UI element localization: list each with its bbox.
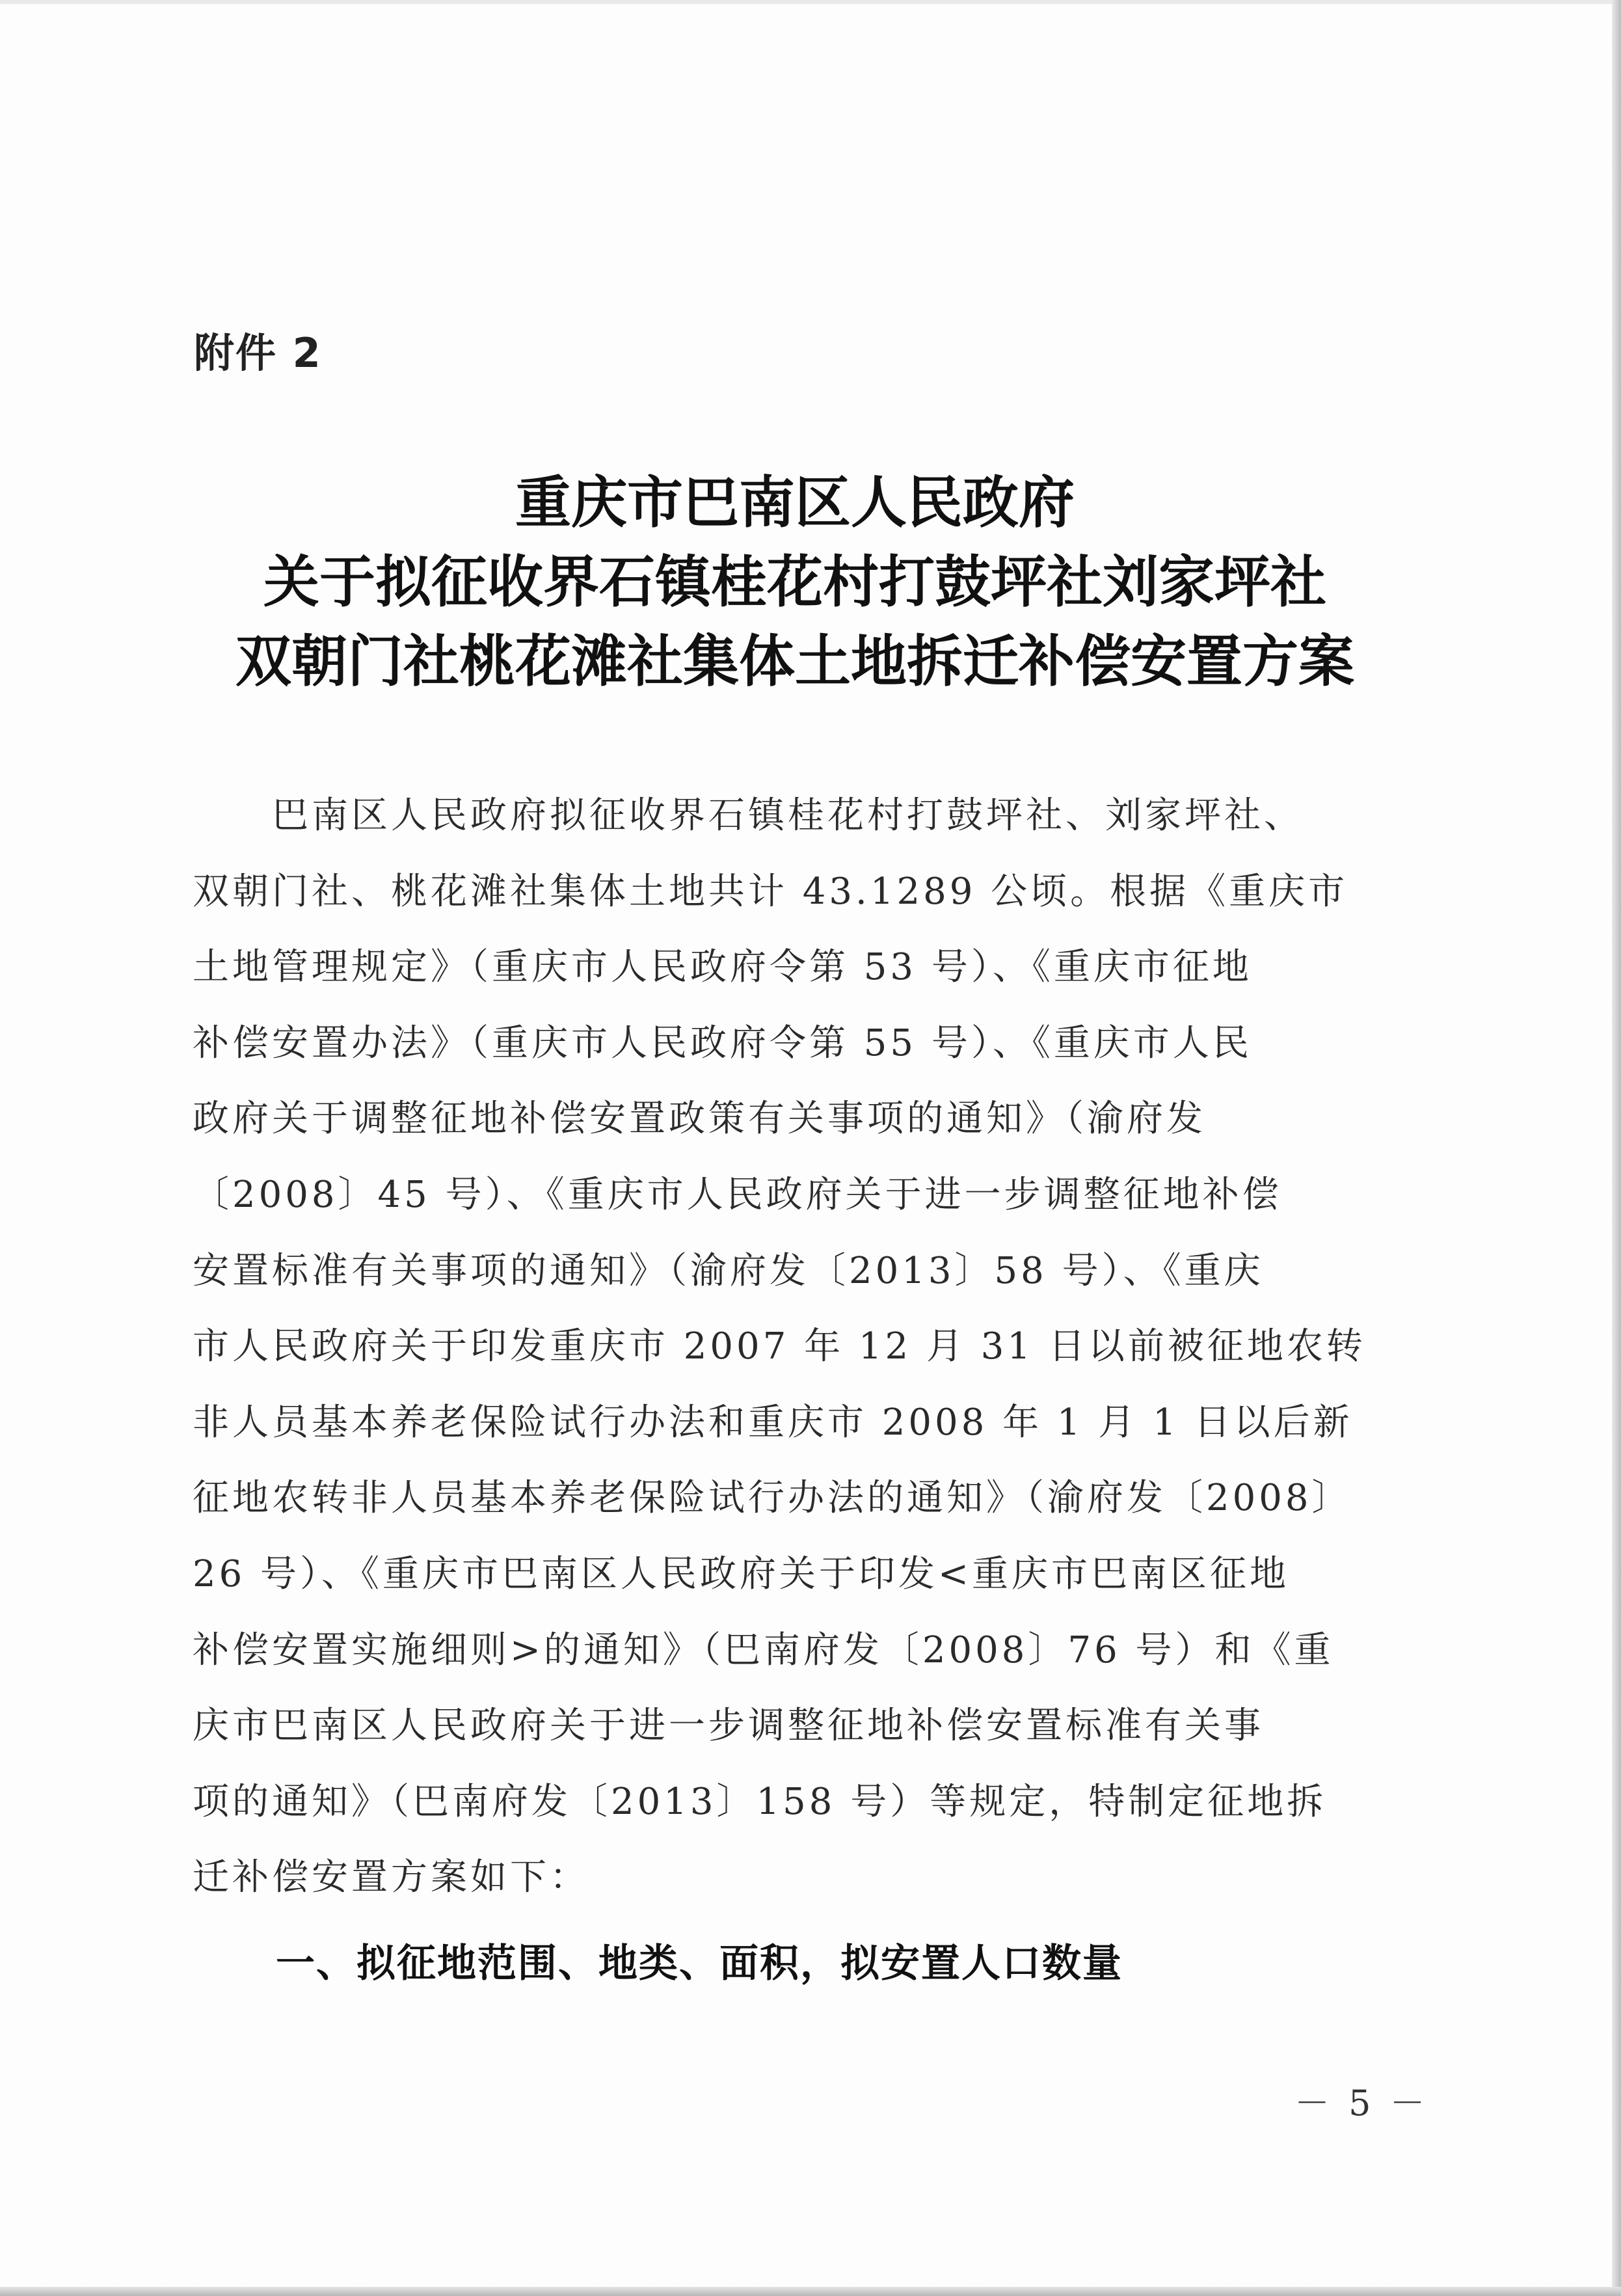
body-line: 迁补偿安置方案如下： xyxy=(193,1856,589,1899)
scan-edge-top xyxy=(0,0,1621,4)
body-line: 非人员基本养老保险试行办法和重庆市 2008 年 1 月 1 日以后新 xyxy=(193,1401,1353,1444)
title-line: 双朝门社桃花滩社集体土地拆迁补偿安置方案 xyxy=(235,628,1354,694)
body-line: 项的通知》（巴南府发〔2013〕158 号）等规定，特制定征地拆 xyxy=(193,1780,1327,1823)
title-line: 关于拟征收界石镇桂花村打鼓坪社刘家坪社 xyxy=(263,549,1326,615)
body-line: 巴南区人民政府拟征收界石镇桂花村打鼓坪社、刘家坪社、 xyxy=(193,794,1304,837)
attachment-label: 附件 2 xyxy=(194,329,322,377)
body-line: 庆市巴南区人民政府关于进一步调整征地补偿安置标准有关事 xyxy=(193,1705,1264,1748)
body-line: 市人民政府关于印发重庆市 2007 年 12 月 31 日以前被征地农转 xyxy=(193,1325,1366,1368)
body-line: 补偿安置办法》（重庆市人民政府令第 55 号）、《重庆市人民 xyxy=(193,1021,1252,1064)
body-paragraph xyxy=(193,778,1392,1916)
body-line: 〔2008〕45 号）、《重庆市人民政府关于进一步调整征地补偿 xyxy=(193,1173,1282,1216)
body-line: 补偿安置实施细则>的通知》（巴南府发〔2008〕76 号）和《重 xyxy=(193,1628,1334,1671)
body-line: 政府关于调整征地补偿安置政策有关事项的通知》（渝府发 xyxy=(193,1098,1206,1141)
body-line: 26 号）、《重庆市巴南区人民政府关于印发<重庆市巴南区征地 xyxy=(193,1552,1289,1595)
scan-edge-bottom xyxy=(0,2287,1621,2296)
body-line: 征地农转非人员基本养老保险试行办法的通知》（渝府发〔2008〕 xyxy=(193,1477,1352,1520)
document-title xyxy=(130,463,1460,701)
body-line: 土地管理规定》（重庆市人民政府令第 53 号）、《重庆市征地 xyxy=(193,946,1252,989)
body-line: 双朝门社、桃花滩社集体土地共计 43.1289 公顷。根据《重庆市 xyxy=(193,870,1348,913)
title-line: 重庆市巴南区人民政府 xyxy=(515,470,1075,535)
section-heading: 一、拟征地范围、地类、面积，拟安置人口数量 xyxy=(276,1941,1123,1986)
page-number: － 5 － xyxy=(1294,2083,1429,2124)
body-line: 安置标准有关事项的通知》（渝府发〔2013〕58 号）、《重庆 xyxy=(193,1249,1264,1292)
scan-edge-right xyxy=(1612,0,1621,2296)
